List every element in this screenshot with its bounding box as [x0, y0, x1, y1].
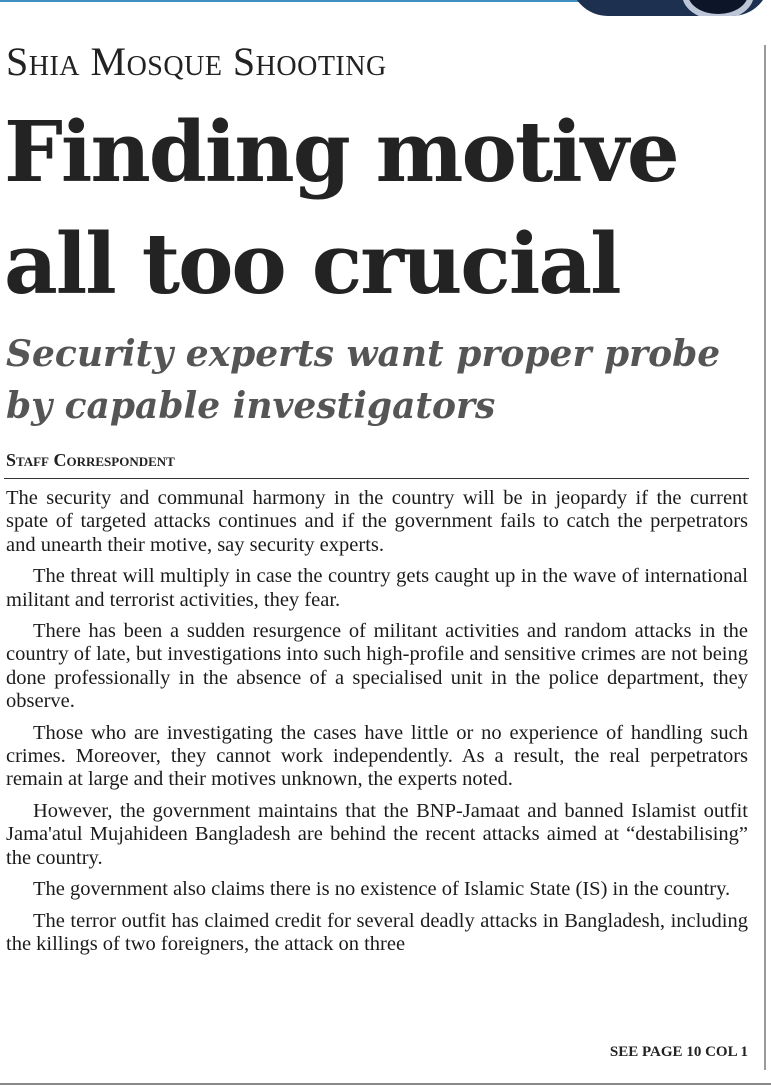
- paragraph: The security and communal harmony in the country will be in jeopardy if the current spate of targeted attacks continues and if the government fails to catch the perpetrators and unearth their motive, say security experts.: [6, 487, 748, 556]
- byline-rule: [4, 478, 749, 479]
- top-rule: [0, 0, 600, 2]
- deck-subheadline: Security experts want proper probe by capable investigators: [6, 333, 721, 427]
- paragraph: The government also claims there is no existence of Islamic State (IS) in the country.: [33, 878, 731, 901]
- kicker: Shia Mosque Shooting: [6, 39, 387, 84]
- paragraph: However, the government maintains that the BNP-Jamaat and banned Islamist outfit Jama'atul Mujahideen Bangladesh are behind the recent attacks aimed at “destabilising” the country.: [6, 799, 748, 869]
- headline: Finding motive all too crucial: [4, 103, 678, 313]
- paragraph: There has been a sudden resurgence of militant activities and random attacks in the country of late, but investigations into such high-profile and sensitive crimes are not being done professionally in the absence of a specialised unit in the police department, they observe.: [6, 620, 748, 713]
- paragraph: Those who are investigating the cases have little or no experience of handling such crimes. Moreover, they cannot work independently. As a result, the real perpetrators remain at large and their motives unknown, the experts noted.: [6, 721, 748, 791]
- continuation-jump: SEE PAGE 10 COL 1: [609, 1044, 748, 1060]
- column-rule: [764, 45, 766, 1070]
- article-body: [6, 487, 748, 964]
- paragraph: The terror outfit has claimed credit for several deadly attacks in Bangladesh, including the killings of two foreigners, the attack on three: [6, 909, 748, 955]
- car-photo-fragment: [570, 0, 770, 16]
- paragraph: The threat will multiply in case the country gets caught up in the wave of international militant and terrorist activities, they fear.: [6, 565, 748, 611]
- bottom-rule: [0, 1083, 771, 1085]
- byline: Staff Correspondent: [6, 450, 175, 470]
